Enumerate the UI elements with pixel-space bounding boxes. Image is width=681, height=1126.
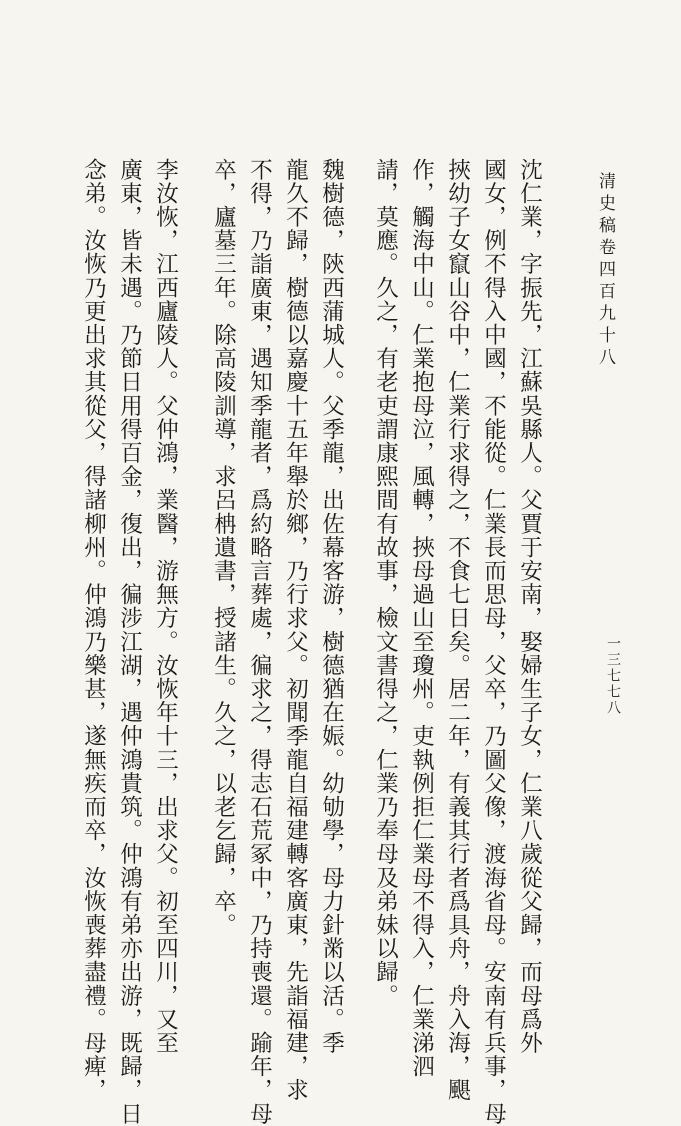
text-column: 國女，例不得入中國，不能從。仁業長而思母，父卒，乃圖父像，渡海省母。安南有兵事，母 (480, 158, 507, 1126)
text-column: 挾幼子女竄山谷中，仁業行求得之，不食七日矣。居二年，有義其行者爲具舟，舟入海，颶 (444, 158, 471, 1102)
text-column: 念弟。汝恢乃更出求其從父，得諸柳州。仲鴻乃樂甚，遂無疾而卒，汝恢喪葬盡禮。母痺， (80, 158, 107, 1102)
text-column: 卒，廬墓三年。除高陵訓導，求呂柟遺書，授諸生。久之，以老乞歸，卒。 (210, 158, 237, 937)
text-column: 請，莫應。久之，有老吏謂康熙間有故事，檢文書得之，仁業乃奉母及弟妹以歸。 (372, 158, 399, 1008)
page-number: 一三七七八 (605, 636, 621, 716)
text-column: 不得，乃詣廣東，遇知季龍者，爲約略言葬處，徧求之，得志石荒冢中，乃持喪還。踰年，母 (246, 158, 273, 1126)
text-column: 廣東，皆未遇。乃節日用得百金，復出，徧涉江湖，遇仲鴻貴筑。仲鴻有弟亦出游，既歸，日 (116, 158, 143, 1126)
text-column: 魏樹德，陝西蒲城人。父季龍，出佐幕客游，樹德猶在娠。幼劬學，母力針黹以活。季 (318, 158, 345, 1055)
text-column: 龍久不歸，樹德以嘉慶十五年舉於鄉，乃行求父。初聞季龍自福建轉客廣東，先詣福建，求 (282, 158, 309, 1102)
text-column: 李汝恢，江西廬陵人。父仲鴻，業醫，游無方。汝恢年十三，出求父。初至四川，又至 (152, 158, 179, 1055)
text-column: 作，觸海中山。仁業抱母泣，風轉，挾母過山至瓊州。吏執例拒仁業母不得入，仁業涕泗 (408, 158, 435, 1079)
text-column: 沈仁業，字振先，江蘇吳縣人。父賈于安南，娶婦生子女，仁業八歲從父歸，而母爲外 (516, 158, 543, 1055)
running-header-title: 清史稿卷四百九十八 (595, 172, 615, 370)
